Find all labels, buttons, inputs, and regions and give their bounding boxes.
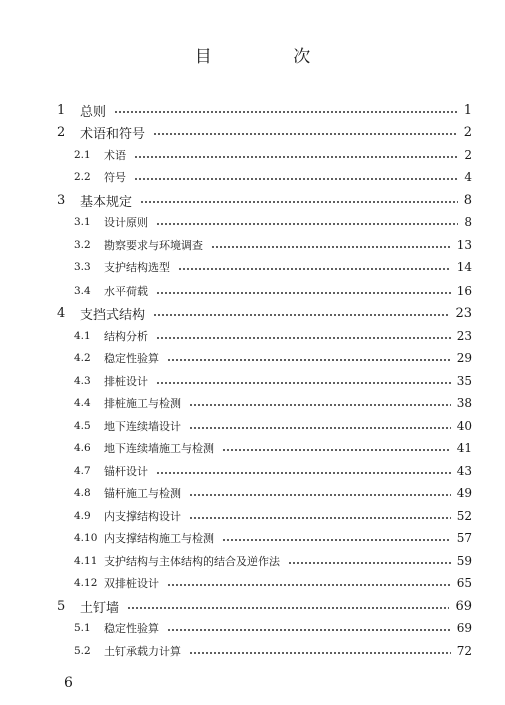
dot-leader xyxy=(134,178,458,180)
dot-leader xyxy=(222,539,451,541)
dot-leader xyxy=(189,427,451,429)
toc-entry-label: 符号 xyxy=(104,171,126,184)
toc-entry-page: 1 xyxy=(463,102,472,118)
toc-entry-label: 支护结构与主体结构的结合及逆作法 xyxy=(104,555,280,568)
toc-entry-label: 排桩设计 xyxy=(104,375,148,388)
toc-entry[interactable] xyxy=(0,212,505,232)
toc-entry-label: 锚杆设计 xyxy=(104,465,148,478)
dot-leader xyxy=(114,111,458,113)
toc-entry[interactable] xyxy=(0,122,505,142)
toc-entry-page: 16 xyxy=(456,284,472,298)
toc-entry-number: 3.1 xyxy=(74,216,91,228)
toc-entry-number: 4.10 xyxy=(74,532,98,544)
toc-entry-page: 23 xyxy=(455,305,472,321)
toc-entry-page: 69 xyxy=(456,621,472,635)
toc-entry[interactable] xyxy=(0,641,505,661)
toc-entry-label: 土钉墙 xyxy=(80,600,120,616)
toc-entry-number: 5 xyxy=(57,598,66,614)
toc-entry-number: 3.3 xyxy=(74,261,91,273)
dot-leader xyxy=(189,517,451,519)
toc-entry-number: 5.1 xyxy=(74,622,91,634)
dot-leader xyxy=(156,292,451,294)
toc-entry[interactable] xyxy=(0,190,505,210)
toc-entry[interactable] xyxy=(0,281,505,301)
toc-entry-number: 4.4 xyxy=(74,397,91,409)
page-number: 6 xyxy=(64,675,73,691)
toc-entry[interactable] xyxy=(0,618,505,638)
toc-entry-label: 支护结构选型 xyxy=(104,261,170,274)
dot-leader xyxy=(211,246,451,248)
toc-entry-label: 总则 xyxy=(80,104,107,120)
toc-entry-number: 3 xyxy=(57,192,66,208)
toc-entry-number: 4.1 xyxy=(74,330,91,342)
toc-entry-page: 2 xyxy=(463,124,472,140)
toc-title: 目 次 xyxy=(194,47,349,67)
dot-leader xyxy=(140,201,458,203)
toc-entry-label: 术语和符号 xyxy=(80,126,146,142)
dot-leader xyxy=(156,337,451,339)
dot-leader xyxy=(127,607,449,609)
toc-entry[interactable] xyxy=(0,145,505,165)
toc-entry-page: 4 xyxy=(464,170,472,184)
dot-leader xyxy=(134,156,458,158)
toc-entry-number: 4.5 xyxy=(74,420,91,432)
toc-entry-label: 地下连续墙设计 xyxy=(104,420,181,433)
toc-entry[interactable] xyxy=(0,393,505,413)
toc-entry[interactable] xyxy=(0,528,505,548)
toc-entry[interactable] xyxy=(0,100,505,120)
toc-entry-page: 72 xyxy=(456,644,472,658)
dot-leader xyxy=(178,268,451,270)
dot-leader xyxy=(222,449,451,451)
toc-entry-page: 49 xyxy=(456,486,472,500)
dot-leader xyxy=(189,652,451,654)
toc-entry-page: 2 xyxy=(464,148,472,162)
toc-entry-number: 4.11 xyxy=(74,555,98,567)
toc-entry-page: 52 xyxy=(456,509,472,523)
toc-entry-number: 4.6 xyxy=(74,442,91,454)
toc-entry[interactable] xyxy=(0,506,505,526)
toc-entry-page: 69 xyxy=(455,598,472,614)
toc-entry-number: 2.2 xyxy=(74,171,91,183)
toc-entry-number: 4.3 xyxy=(74,375,91,387)
toc-entry-page: 65 xyxy=(456,576,472,590)
dot-leader xyxy=(189,404,451,406)
toc-entry-number: 4 xyxy=(57,305,66,321)
toc-entry-page: 35 xyxy=(456,374,472,388)
toc-entry-label: 排桩施工与检测 xyxy=(104,397,181,410)
dot-leader xyxy=(167,629,451,631)
toc-entry-label: 双排桩设计 xyxy=(104,577,159,590)
dot-leader xyxy=(153,314,449,316)
toc-entry-label: 支挡式结构 xyxy=(80,307,146,323)
toc-entry-number: 4.9 xyxy=(74,510,91,522)
toc-entry[interactable] xyxy=(0,416,505,436)
toc-entry-number: 4.7 xyxy=(74,465,91,477)
toc-entry-label: 术语 xyxy=(104,149,126,162)
toc-entry-label: 稳定性验算 xyxy=(104,622,159,635)
toc-entry[interactable] xyxy=(0,167,505,187)
dot-leader xyxy=(153,133,458,135)
dot-leader xyxy=(167,584,451,586)
toc-entry-label: 锚杆施工与检测 xyxy=(104,487,181,500)
toc-entry[interactable] xyxy=(0,438,505,458)
toc-entry-number: 4.2 xyxy=(74,352,91,364)
dot-leader xyxy=(156,472,451,474)
dot-leader xyxy=(156,382,451,384)
toc-entry-label: 基本规定 xyxy=(80,194,133,210)
toc-entry[interactable] xyxy=(0,235,505,255)
toc-entry-page: 40 xyxy=(456,419,472,433)
toc-entry-page: 29 xyxy=(456,351,472,365)
toc-entry[interactable] xyxy=(0,371,505,391)
toc-entry-page: 8 xyxy=(464,215,472,229)
toc-entry[interactable] xyxy=(0,483,505,503)
toc-entry-number: 2 xyxy=(57,124,66,140)
toc-entry[interactable] xyxy=(0,303,505,323)
toc-entry[interactable] xyxy=(0,573,505,593)
toc-entry-label: 勘察要求与环境调查 xyxy=(104,239,203,252)
dot-leader xyxy=(189,494,451,496)
dot-leader xyxy=(156,223,458,225)
toc-entry-label: 内支撑结构施工与检测 xyxy=(104,532,214,545)
toc-entry[interactable] xyxy=(0,257,505,277)
toc-entry-number: 3.4 xyxy=(74,285,91,297)
toc-entry-number: 2.1 xyxy=(74,149,91,161)
toc-entry-number: 3.2 xyxy=(74,239,91,251)
toc-entry-page: 23 xyxy=(456,329,472,343)
toc-entry-number: 1 xyxy=(57,102,66,118)
dot-leader xyxy=(167,359,451,361)
toc-entry-number: 4.12 xyxy=(74,577,98,589)
toc-entry[interactable] xyxy=(0,551,505,571)
toc-entry-page: 59 xyxy=(456,554,472,568)
toc-entry-label: 设计原则 xyxy=(104,216,148,229)
toc-entry-number: 5.2 xyxy=(74,645,91,657)
toc-entry-label: 内支撑结构设计 xyxy=(104,510,181,523)
toc-entry-label: 水平荷载 xyxy=(104,285,148,298)
toc-entry-page: 43 xyxy=(456,464,472,478)
toc-entry[interactable] xyxy=(0,326,505,346)
toc-entry-page: 41 xyxy=(456,441,472,455)
toc-entry-label: 地下连续墙施工与检测 xyxy=(104,442,214,455)
toc-entry-label: 稳定性验算 xyxy=(104,352,159,365)
toc-entry-page: 13 xyxy=(456,238,472,252)
toc-entry-label: 结构分析 xyxy=(104,330,148,343)
toc-entry[interactable] xyxy=(0,348,505,368)
toc-entry[interactable] xyxy=(0,596,505,616)
toc-entry[interactable] xyxy=(0,461,505,481)
toc-entry-page: 38 xyxy=(456,396,472,410)
toc-entry-number: 4.8 xyxy=(74,487,91,499)
toc-entry-page: 8 xyxy=(463,192,472,208)
toc-entry-page: 57 xyxy=(456,531,472,545)
toc-entry-label: 土钉承载力计算 xyxy=(104,645,181,658)
dot-leader xyxy=(288,562,451,564)
toc-entry-page: 14 xyxy=(456,260,472,274)
